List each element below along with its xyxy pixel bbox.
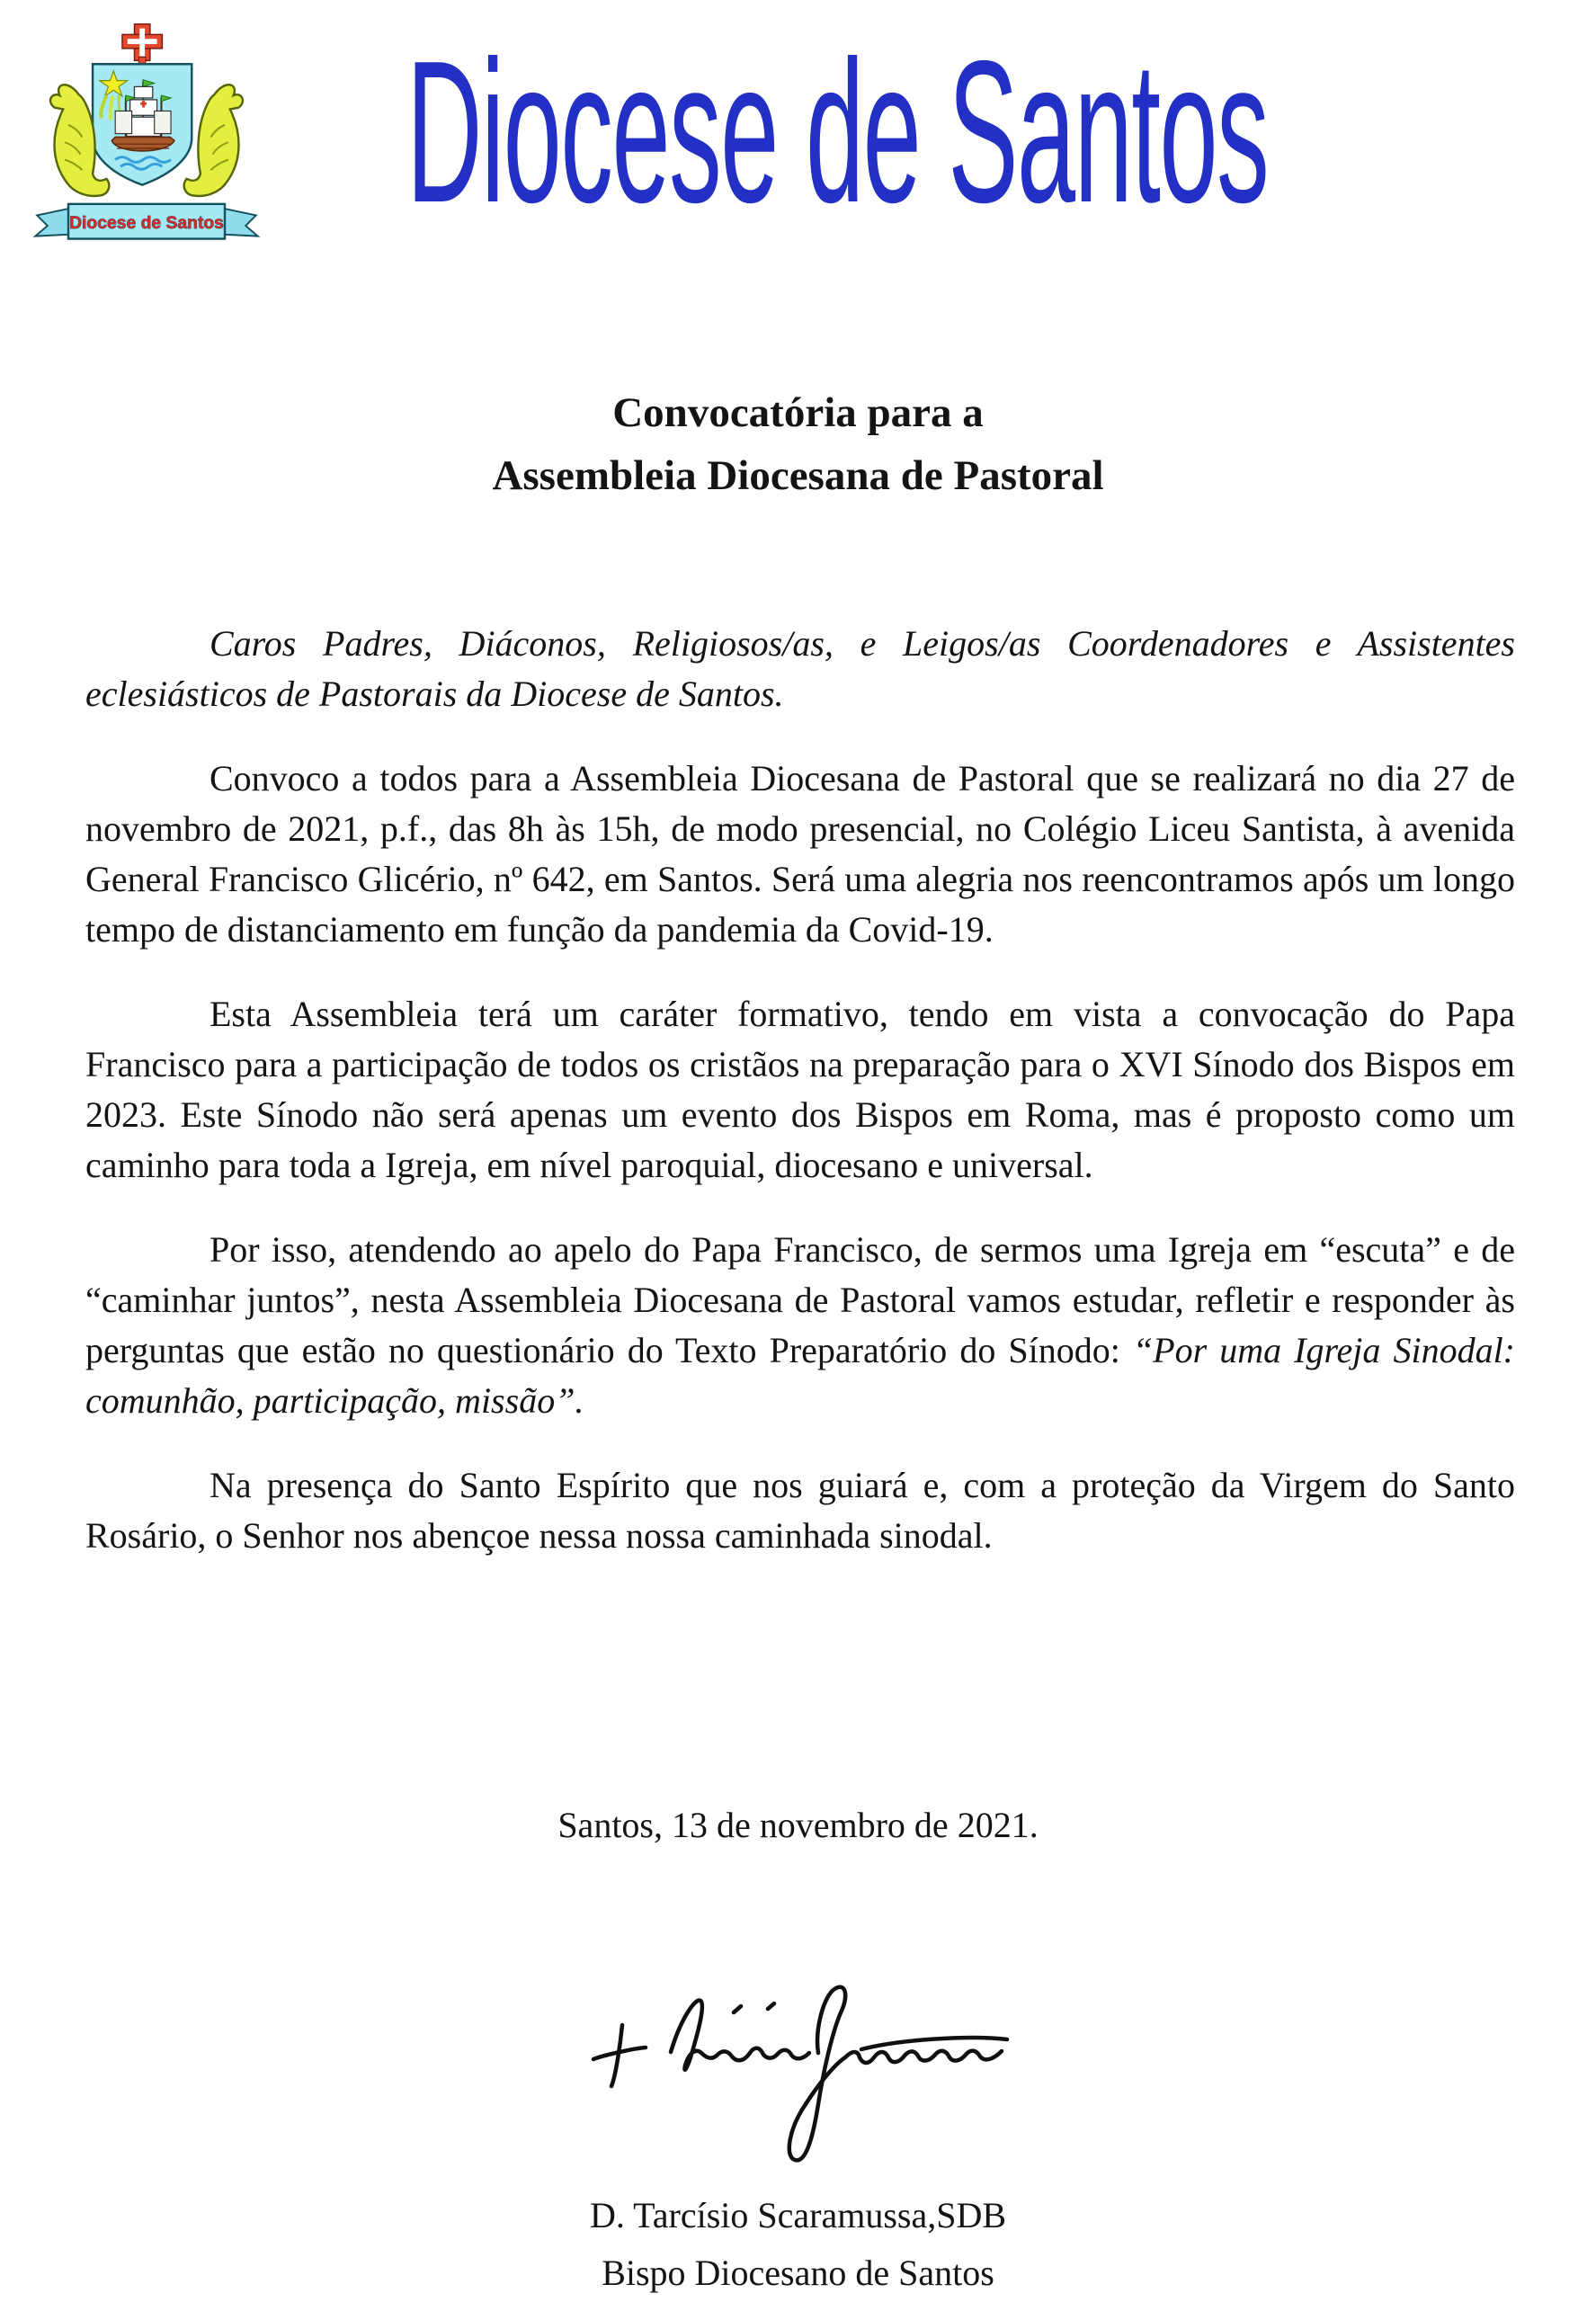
signer-title: Bispo Diocesano de Santos xyxy=(602,2253,994,2293)
cross-icon xyxy=(122,24,162,66)
paragraph-salutation: Caros Padres, Diáconos, Religiosos/as, e Leigos/as Coordenadores e Assistentes eclesiásticos de Pastorais da Diocese de Santos. xyxy=(85,623,1515,714)
paragraph-synod-context: Esta Assembleia terá um caráter formativo, tendo em vista a convocação do Papa Francisco para a participação de todos os cristãos na preparação para o XVI Sínodo dos Bispos em 2023. Este Sínodo não será apenas um evento dos Bispos em Roma, mas é proposto como um caminho para toda a Igreja, em nível paroquial, diocesano e universal. xyxy=(85,994,1515,1185)
signer-block xyxy=(0,2187,1596,2302)
banner-ribbon xyxy=(35,204,257,239)
paragraph-convocation: Convoco a todos para a Assembleia Diocesana de Pastoral que se realizará no dia 27 de novembro de 2021, p.f., das 8h às 15h, de modo presencial, no Colégio Liceu Santista, à avenida General Francisco Glicério, nº 642, em Santos. Será uma alegria nos reencontramos após um longo tempo de distanciamento em função da pandemia da Covid-19. xyxy=(85,758,1515,950)
heading-line-2: Assembleia Diocesana de Pastoral xyxy=(492,452,1104,499)
signer-name: D. Tarcísio Scaramussa,SDB xyxy=(589,2195,1007,2235)
paragraph-assembly-purpose-text: Por isso, atendendo ao apelo do Papa Francisco, de sermos uma Igreja em “escuta” e de “caminhar juntos”, nesta Assembleia Diocesana de Pastoral vamos estudar, refletir e responder às perguntas que estão no questionário do Texto Preparatório do Sínodo: xyxy=(85,1229,1515,1370)
signature-area xyxy=(0,1942,1596,2190)
document-heading xyxy=(0,381,1596,507)
letter-body xyxy=(85,619,1515,1595)
synod-theme-quote: “Por uma Igreja Sinodal: comunhão, participação, missão”. xyxy=(85,1330,1515,1421)
banner-text: Diocese de Santos xyxy=(69,213,224,233)
diocese-title xyxy=(406,18,1596,245)
diocese-title-text: Diocese de Santos xyxy=(406,18,1269,245)
signature-image xyxy=(547,1942,1050,2185)
heading-line-1: Convocatória para a xyxy=(612,389,984,436)
diocese-coat-of-arms-icon xyxy=(16,11,277,261)
paragraph-assembly-purpose xyxy=(85,1225,1515,1426)
dateline: Santos, 13 de novembro de 2021. xyxy=(557,1805,1039,1845)
letterhead xyxy=(0,0,1596,270)
paragraph-blessing: Na presença do Santo Espírito que nos guiará e, com a proteção da Virgem do Santo Rosário, o Senhor nos abençoe nessa nossa caminhada sinodal. xyxy=(85,1465,1515,1556)
